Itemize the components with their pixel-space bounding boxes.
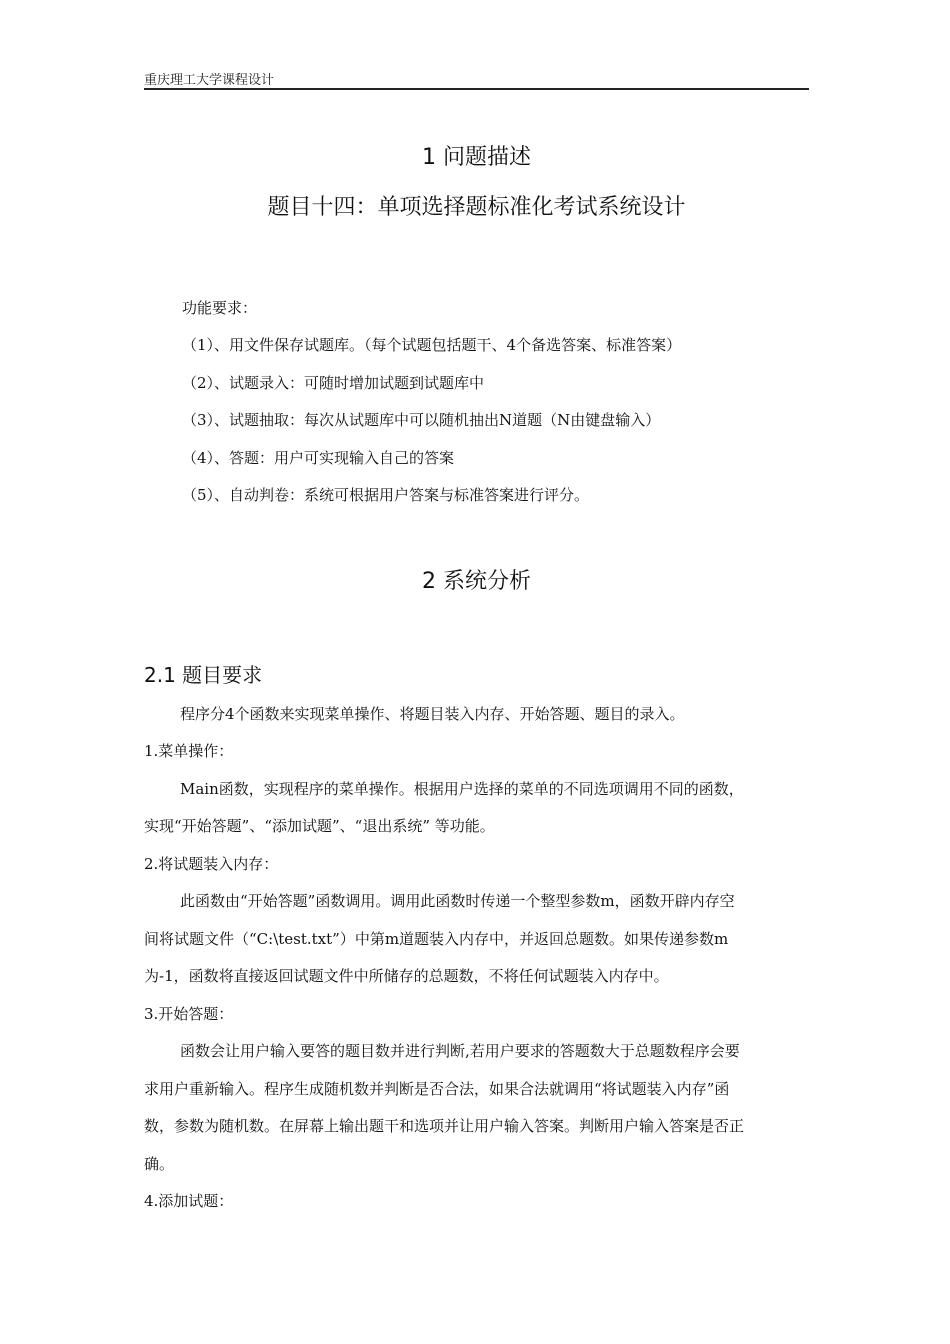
page-header: 重庆理工大学课程设计 (144, 73, 275, 88)
item-1-line-2: 实现“开始答题”、“添加试题”、“退出系统” 等功能。 (144, 817, 495, 835)
item-2-line-2: 间将试题文件（“C:\test.txt”）中第m道题装入内存中，并返回总题数。如果传递参数m (144, 930, 729, 948)
item-1-title: 1.菜单操作： (144, 742, 234, 760)
intro-paragraph: 程序分4个函数来实现菜单操作、将题目装入内存、开始答题、题目的录入。 (180, 705, 685, 723)
item-3-title: 3.开始答题： (144, 1005, 234, 1023)
requirement-item-4: （4）、答题：用户可实现输入自己的答案 (182, 449, 455, 467)
requirement-item-5: （5）、自动判卷：系统可根据用户答案与标准答案进行评分。 (182, 486, 590, 504)
item-3-line-4: 确。 (144, 1155, 175, 1173)
requirements-label: 功能要求： (182, 299, 258, 317)
section-2-title: 2 系统分析 (422, 569, 531, 594)
section-1-subtitle: 题目十四：单项选择题标准化考试系统设计 (267, 195, 686, 220)
subsection-2-1-title: 2.1 题目要求 (144, 663, 263, 687)
item-3-line-1: 函数会让用户输入要答的题目数并进行判断,若用户要求的答题数大于总题数程序会要 (180, 1042, 740, 1060)
section-1-title: 1 问题描述 (422, 145, 531, 170)
item-2-title: 2.将试题装入内存： (144, 855, 279, 873)
item-3-line-2: 求用户重新输入。程序生成随机数并判断是否合法，如果合法就调用“将试题装入内存”函 (144, 1080, 730, 1098)
requirement-item-2: （2）、试题录入：可随时增加试题到试题库中 (182, 374, 485, 392)
requirement-item-1: （1）、用文件保存试题库。（每个试题包括题干、4个备选答案、标准答案） (182, 336, 682, 354)
item-4-title: 4.添加试题： (144, 1192, 234, 1210)
item-3-line-3: 数，参数为随机数。在屏幕上输出题干和选项并让用户输入答案。判断用户输入答案是否正 (144, 1117, 745, 1135)
header-divider (144, 88, 809, 90)
item-1-line-1: Main函数，实现程序的菜单操作。根据用户选择的菜单的不同选项调用不同的函数， (180, 780, 744, 798)
requirement-item-3: （3）、试题抽取：每次从试题库中可以随机抽出N道题（N由键盘输入） (182, 411, 661, 429)
item-2-line-3: 为-1，函数将直接返回试题文件中所储存的总题数，不将任何试题装入内存中。 (144, 967, 669, 985)
item-2-line-1: 此函数由“开始答题”函数调用。调用此函数时传递一个整型参数m，函数开辟内存空 (180, 892, 735, 910)
